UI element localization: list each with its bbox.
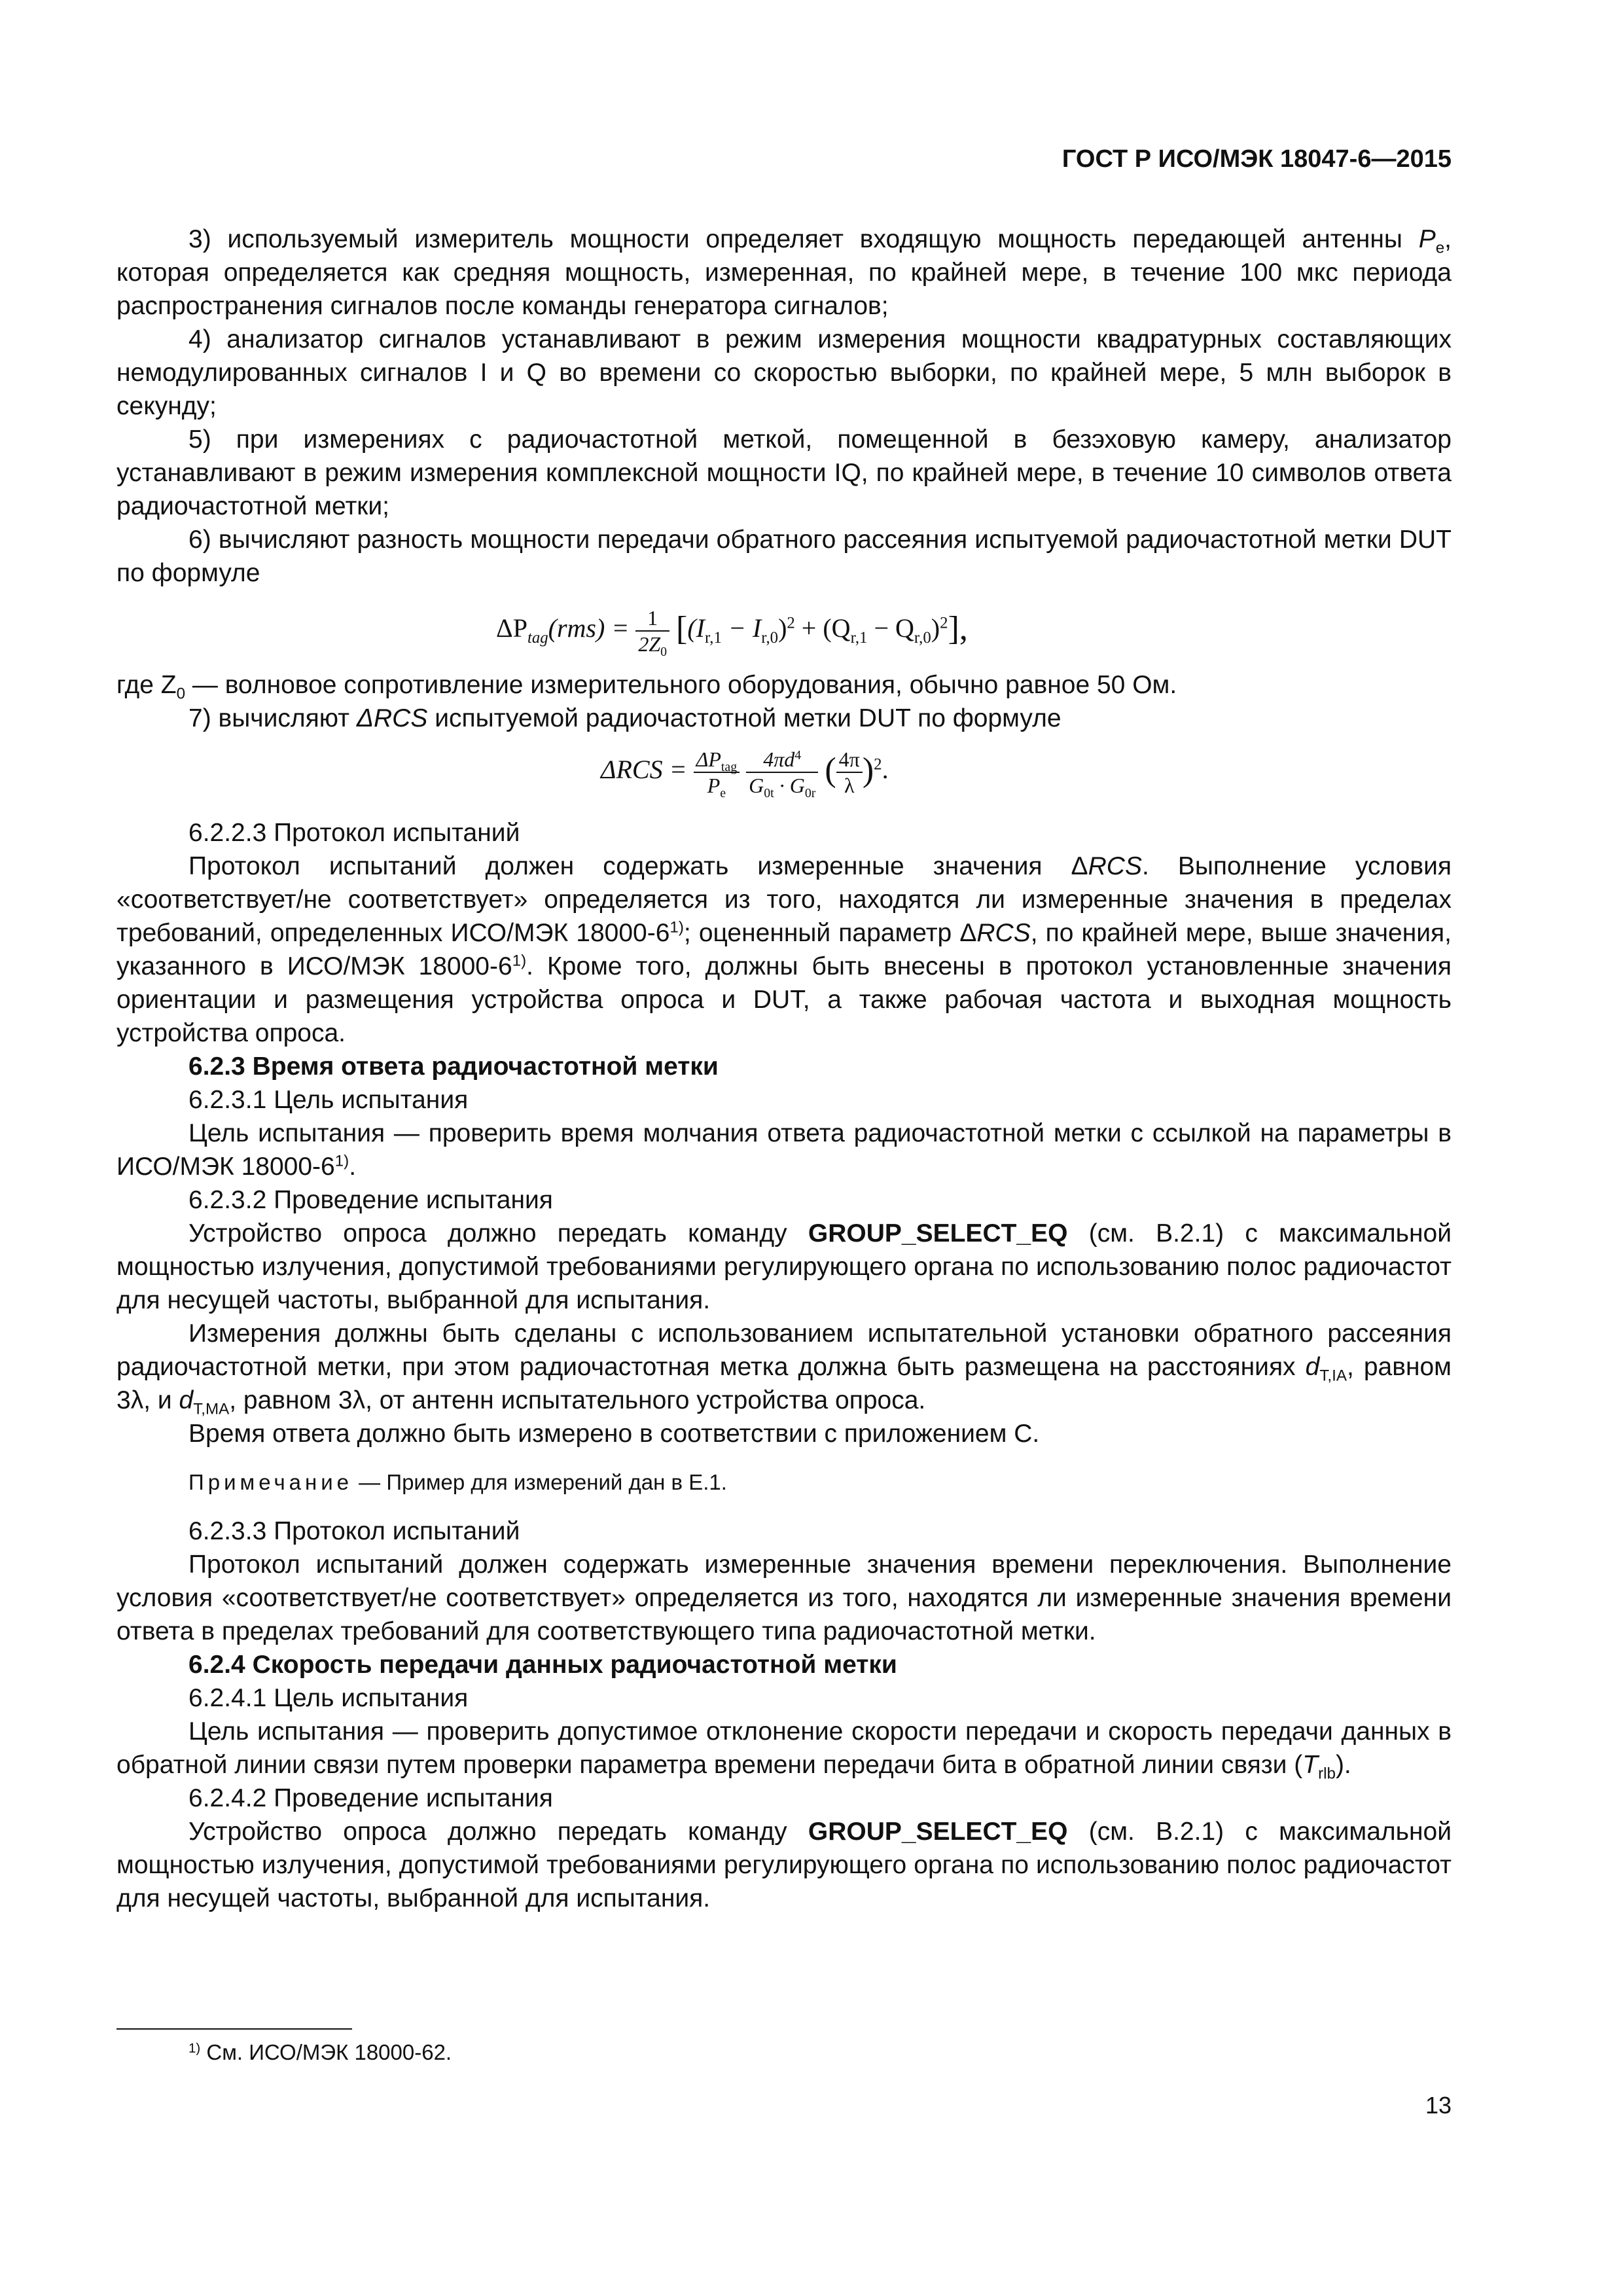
list-item-7 <box>116 702 1452 735</box>
s6241-text-a: Цель испытания — проверить допустимое отклонение скорости передачи и скорость передачи данных в обратной линии связи путем проверки параметра времени передачи бита в обратной линии связи ( <box>116 1717 1452 1779</box>
page-number: 13 <box>1425 2092 1452 2119</box>
s6231-text-b: . <box>349 1153 357 1181</box>
s6223-text-a: Протокол испытаний должен содержать измеренные значения Δ <box>188 852 1088 880</box>
d-tia-symbol: d <box>1305 1353 1320 1381</box>
f1-square-1: 2 <box>787 614 795 632</box>
section-6233-title: 6.2.3.3 Протокол испытаний <box>188 1517 520 1545</box>
list-item-6: 6) вычисляют разность мощности передачи обратного рассеяния испытуемой радиочастотной метки DUT по формуле <box>116 526 1452 587</box>
s6241-text-b: ). <box>1335 1751 1351 1779</box>
list-item-4: 4) анализатор сигналов устанавливают в режим измерения мощности квадратурных составляющих немодулированных сигналов I и Q во времени со скоростью выборки, по крайней мере, 5 млн выборок в секунду; <box>116 325 1452 420</box>
f2-period: . <box>882 755 889 785</box>
s6231-text-a: Цель испытания — проверить время молчания ответа радиочастотной метки с ссылкой на параметры в ИСО/МЭК 18000-6 <box>116 1119 1452 1181</box>
f2-f3-den: λ <box>844 774 855 797</box>
s6223-text-c: ; оцененный параметр Δ <box>683 919 977 947</box>
section-6232-paragraph-2 <box>116 1317 1452 1417</box>
section-623-title: 6.2.3 Время ответа радиочастотной метки <box>188 1052 719 1081</box>
section-6232-paragraph-1 <box>116 1217 1452 1317</box>
note <box>116 1467 1452 1498</box>
f1-lhs: ΔP <box>496 613 527 643</box>
section-6231-paragraph <box>116 1117 1452 1183</box>
f2-f2-den-a: G <box>749 774 764 797</box>
f1-open-bracket: [ <box>676 610 688 648</box>
s6242-command: GROUP_SELECT_EQ <box>808 1818 1068 1846</box>
item-3-text-b: , которая определяется как средняя мощность, измеренная, по крайней мере, в течение 100 мкс периода распространения сигналов после команды генератора сигналов; <box>116 225 1452 320</box>
section-624-title: 6.2.4 Скорость передачи данных радиочастотной метки <box>188 1651 897 1679</box>
f2-f2-den-a-sub: 0t <box>764 785 774 800</box>
f1-paren-close-2: ) <box>931 613 940 643</box>
pe-subscript: e <box>1435 239 1445 257</box>
d-tma-subscript: T,MA <box>193 1400 230 1418</box>
f1-term-q0: − Q <box>867 613 914 643</box>
t-rlb-subscript: rlb <box>1318 1765 1336 1783</box>
footnote-divider <box>116 2028 352 2030</box>
s6223-footnote-ref-2: 1) <box>512 952 527 970</box>
s6231-footnote-ref: 1) <box>334 1152 349 1170</box>
f2-f2-den-mid: · G <box>774 774 805 797</box>
footnote-mark: 1) <box>188 2040 201 2056</box>
formula-delta-p-tag <box>116 590 1452 668</box>
f1-term-i1-sub: r,1 <box>705 628 722 647</box>
f2-f2-num: 4πd <box>763 747 795 771</box>
f2-f1-num-sub: tag <box>721 759 738 774</box>
document-body <box>116 223 1452 1915</box>
list-item-5: 5) при измерениях с радиочастотной меткой, помещенной в безэховую камеру, анализатор устанавливают в режим измерения комплексной мощности IQ, по крайней мере, в течение 10 символов ответа радиочастотной метки; <box>116 425 1452 520</box>
s6232-text-b: (см. В.2.1) с максимальной мощностью излучения, допустимой требованиями регулирующего органа по использованию полос радиочастот для несущей частоты, выбранной для испытания. <box>116 1219 1452 1314</box>
f2-square: 2 <box>874 755 882 774</box>
f1-close-bracket: ], <box>948 610 968 648</box>
f1-term-i1: (I <box>687 613 705 643</box>
where-z0-sub: 0 <box>176 685 186 703</box>
section-6232-title: 6.2.3.2 Проведение испытания <box>188 1186 553 1214</box>
f2-f1-den-sub: e <box>720 785 726 800</box>
f1-paren-close-1: ) <box>778 613 787 643</box>
f1-term-i0-sub: r,0 <box>761 628 779 647</box>
f2-left-paren: ( <box>825 751 836 789</box>
d-tia-subscript: T,IA <box>1319 1367 1347 1385</box>
item-3-text-a: 3) используемый измеритель мощности определяет входящую мощность передающей антенны <box>188 225 1419 253</box>
note-label: Примечание <box>188 1470 353 1494</box>
f2-f2-den-b-sub: 0r <box>804 785 816 800</box>
f1-lhs-arg: (rms) = <box>548 613 630 643</box>
where-text-b: — волновое сопротивление измерительного оборудования, обычно равное 50 Ом. <box>185 671 1177 699</box>
f1-term-q0-sub: r,0 <box>914 628 931 647</box>
f1-term-i0: − I <box>721 613 762 643</box>
section-6242-paragraph <box>116 1815 1452 1915</box>
s6232-p2-text-a: Измерения должны быть сделаны с использованием испытательной установки обратного рассеяния радиочастотной метки, при этом радиочастотная метка должна быть размещена на расстояниях <box>116 1319 1452 1381</box>
item-7-text-a: 7) вычисляют <box>188 704 357 732</box>
f2-lhs: ΔRCS = <box>601 755 687 785</box>
s6223-rcs-2: RCS <box>976 919 1031 947</box>
f2-f2-num-sup: 4 <box>794 748 802 763</box>
note-text: — Пример для измерений дан в Е.1. <box>353 1470 727 1494</box>
f1-lhs-sub: tag <box>527 628 548 647</box>
formula-delta-rcs <box>116 735 1452 816</box>
f1-term-q1-sub: r,1 <box>850 628 868 647</box>
f2-right-paren: ) <box>862 751 874 789</box>
footnote <box>188 2037 452 2068</box>
section-6241-title: 6.2.4.1 Цель испытания <box>188 1684 469 1712</box>
s6242-text-a: Устройство опроса должно передать команду <box>188 1818 808 1846</box>
f2-f3-num: 4π <box>836 747 863 773</box>
item-7-rcs: ΔRCS <box>356 704 428 732</box>
section-6223-paragraph <box>116 850 1452 1050</box>
f1-frac-den: 2Z <box>638 632 661 656</box>
f1-frac-den-sub: 0 <box>660 644 668 659</box>
f1-frac-num: 1 <box>635 605 669 632</box>
section-6241-paragraph <box>116 1715 1452 1782</box>
t-rlb-symbol: T <box>1302 1751 1319 1779</box>
d-tma-symbol: d <box>179 1386 194 1414</box>
s6223-text-b: . Выполнение условия «соответствует/не соответствует» определяется из того, находятся ли измеренные значения в пределах требований, определенных ИСО/МЭК 18000-6 <box>116 852 1452 947</box>
f2-fraction-1 <box>694 747 740 798</box>
f1-fraction <box>635 605 669 659</box>
section-6231-title: 6.2.3.1 Цель испытания <box>188 1086 469 1114</box>
section-6223-title: 6.2.2.3 Протокол испытаний <box>188 819 520 847</box>
f1-square-2: 2 <box>940 614 948 632</box>
pe-symbol: P <box>1418 225 1436 253</box>
s6232-command: GROUP_SELECT_EQ <box>808 1219 1068 1247</box>
section-6233-paragraph: Протокол испытаний должен содержать измеренные значения времени переключения. Выполнение условия «соответствует/не соответствует» определяется из того, находятся ли измеренные значения времени ответа в пределах требований для соответствующего типа радиочастотной метки. <box>116 1551 1452 1645</box>
s6223-rcs-1: RCS <box>1088 852 1142 880</box>
f2-f1-num: ΔP <box>696 747 721 771</box>
f1-term-q1: + (Q <box>794 613 851 643</box>
where-text-a: где Z <box>116 671 177 699</box>
section-6242-title: 6.2.4.2 Проведение испытания <box>188 1784 553 1812</box>
s6223-text-e: . Кроме того, должны быть внесены в протокол установленные значения ориентации и размещения устройства опроса и DUT, а также рабочая частота и выходная мощность устройства опроса. <box>116 952 1452 1047</box>
s6232-p2-text-c: , равном 3λ, от антенн испытательного устройства опроса. <box>229 1386 926 1414</box>
f2-fraction-3 <box>836 747 863 798</box>
s6232-text-a: Устройство опроса должно передать команду <box>188 1219 808 1247</box>
s6223-text-d: , по крайней мере, выше значения, указанного в ИСО/МЭК 18000-6 <box>116 919 1452 980</box>
item-7-text-b: испытуемой радиочастотной метки DUT по формуле <box>427 704 1061 732</box>
section-6232-paragraph-3: Время ответа должно быть измерено в соответствии с приложением С. <box>188 1420 1040 1448</box>
footnote-text: См. ИСО/МЭК 18000-62. <box>200 2040 452 2064</box>
s6223-footnote-ref-1: 1) <box>669 918 684 937</box>
document-code-header: ГОСТ Р ИСО/МЭК 18047-6—2015 <box>1061 145 1452 173</box>
list-item-3 <box>116 223 1452 323</box>
s6242-text-b: (см. В.2.1) с максимальной мощностью излучения, допустимой требованиями регулирующего органа по использованию полос радиочастот для несущей частоты, выбранной для испытания. <box>116 1818 1452 1912</box>
f2-f1-den: P <box>707 774 721 797</box>
f2-fraction-2 <box>746 747 818 798</box>
s6232-p2-text-b: , равном 3λ, и <box>116 1353 1452 1414</box>
where-z0-line <box>116 668 1452 702</box>
